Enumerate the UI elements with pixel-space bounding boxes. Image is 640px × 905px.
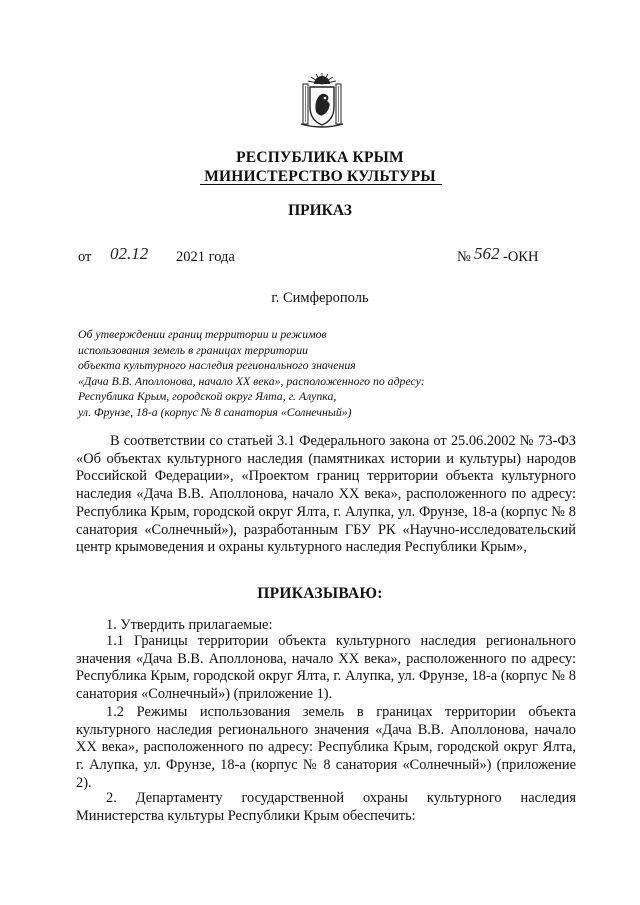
organization-region: РЕСПУБЛИКА КРЫМ bbox=[236, 149, 404, 166]
preamble-paragraph: В соответствии со статьей 3.1 Федерального закона от 25.06.2002 № 73-ФЗ «Об объектах культурного наследия (памятниках истории и культуры) народов Российской Федерации», «Проектом границ территории объекта культурного наследия «Дача В.В. Аполлонова, начало XX века», расположенного по адресу: Республика Крым, городской округ Ялта, г. Алупка, ул. Фрунзе, 18-а (корпус № 8 санатория «Солнечный»), разработанным ГБУ РК «Научно-исследовательский центр крымоведения и охраны культурного наследия Республики Крым», bbox=[76, 433, 576, 556]
item-1: 1. Утвердить прилагаемые: bbox=[106, 617, 273, 633]
number-suffix: -ОКН bbox=[503, 249, 539, 265]
date-prefix: от bbox=[78, 249, 92, 265]
handwritten-date: 02.12 bbox=[110, 244, 149, 263]
subject-line: ул. Фрунзе, 18-а (корпус № 8 санатория «Солнечный») bbox=[78, 404, 352, 419]
city: г. Симферополь bbox=[271, 290, 369, 306]
subject-line: использования земель в границах территории bbox=[78, 342, 309, 357]
handwritten-number: 562 bbox=[474, 244, 500, 263]
subject-line: Об утверждении границ территории и режимов bbox=[78, 327, 327, 341]
date-year: 2021 года bbox=[176, 249, 235, 265]
header-divider bbox=[200, 184, 442, 185]
item-1-1: 1.1 Границы территории объекта культурного наследия регионального значения «Дача В.В. Аполлонова, начало XX века», расположенного по адресу: Республика Крым, городской округ Ялта, г. Алупка, ул. Фрунзе, 18-а (корпус № 8 санатория «Солнечный») (приложение 1). bbox=[76, 633, 576, 703]
item-1-2: 1.2 Режимы использования земель в границах территории объекта культурного наследия регионального значения «Дача В.В. Аполлонова, начало XX века», расположенного по адресу: Республика Крым, городской округ Ялта, г. Алупка, ул. Фрунзе, 18-а (корпус № 8 санатория «Солнечный») (приложение 2). bbox=[76, 704, 576, 791]
subject-line: Республика Крым, городской округ Ялта, г. Алупка, bbox=[78, 389, 337, 403]
organization-ministry: МИНИСТЕРСТВО КУЛЬТУРЫ bbox=[204, 168, 436, 185]
number-prefix: № bbox=[457, 249, 471, 265]
item-2: 2. Департаменту государственной охраны культурного наследия Министерства культуры Республики Крым обеспечить: bbox=[76, 790, 576, 824]
order-subject bbox=[78, 327, 498, 420]
crimea-coat-of-arms-icon bbox=[299, 70, 345, 130]
document-type: ПРИКАЗ bbox=[288, 202, 352, 219]
decree-heading: ПРИКАЗЫВАЮ: bbox=[257, 585, 383, 602]
subject-line: объекта культурного наследия регионального значения bbox=[78, 358, 356, 372]
subject-line: «Дача В.В. Аполлонова, начало XX века», расположенного по адресу: bbox=[78, 373, 425, 388]
